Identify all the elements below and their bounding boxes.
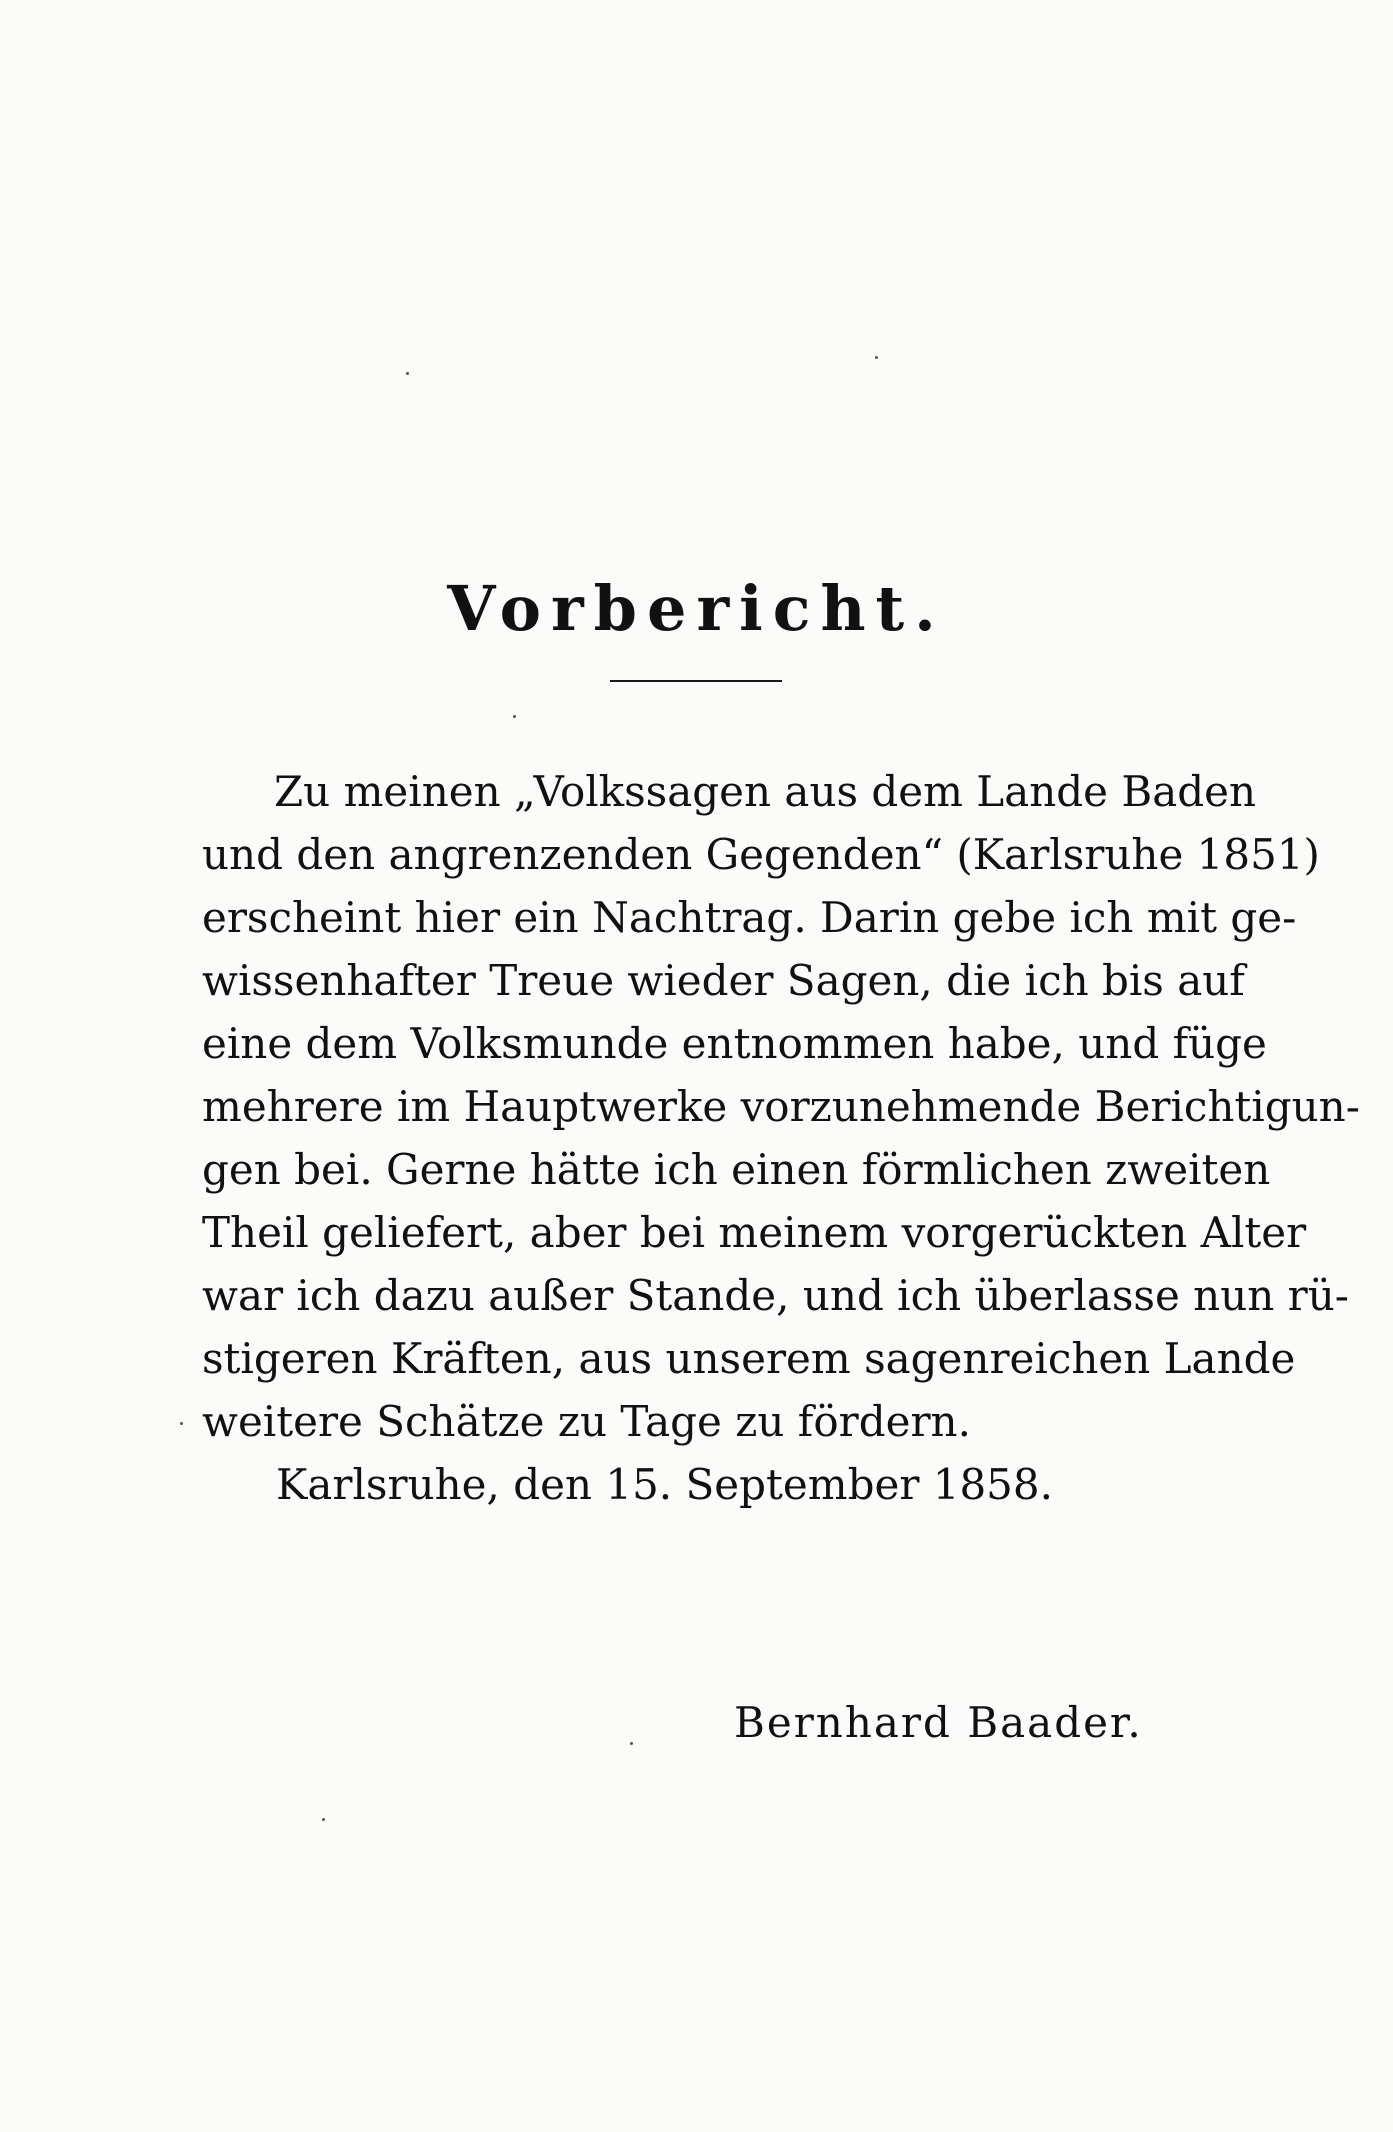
paragraph-line: erscheint hier ein Nachtrag. Darin gebe ich mit ge- bbox=[202, 893, 1297, 942]
title-divider bbox=[610, 680, 782, 682]
paragraph-line: mehrere im Hauptwerke vorzunehmende Berichtigun- bbox=[202, 1082, 1360, 1131]
paper-speck bbox=[322, 1818, 325, 1821]
author-signature: Bernhard Baader. bbox=[734, 1698, 1143, 1747]
paragraph-line: war ich dazu außer Stande, und ich überlasse nun rü- bbox=[202, 1271, 1350, 1320]
paper-speck bbox=[630, 1742, 633, 1745]
paper-speck bbox=[513, 715, 516, 718]
paper-speck bbox=[180, 1422, 183, 1425]
place-date-line: Karlsruhe, den 15. September 1858. bbox=[276, 1460, 1053, 1509]
page-title: Vorbericht. bbox=[447, 571, 946, 645]
preface-paragraph bbox=[202, 760, 1360, 1453]
paragraph-line: stigeren Kräften, aus unserem sagenreichen Lande bbox=[202, 1334, 1296, 1383]
paragraph-line: Theil geliefert, aber bei meinem vorgerückten Alter bbox=[202, 1208, 1307, 1257]
paragraph-line: Zu meinen „Volkssagen aus dem Lande Baden bbox=[274, 767, 1257, 816]
paragraph-line: eine dem Volksmunde entnommen habe, und füge bbox=[202, 1019, 1267, 1068]
paper-speck bbox=[875, 356, 878, 359]
paragraph-line: gen bei. Gerne hätte ich einen förmlichen zweiten bbox=[202, 1145, 1271, 1194]
paragraph-line: weitere Schätze zu Tage zu fördern. bbox=[202, 1397, 971, 1446]
paper-speck bbox=[406, 372, 409, 375]
paragraph-line: und den angrenzenden Gegenden“ (Karlsruhe 1851) bbox=[202, 830, 1320, 879]
paragraph-line: wissenhafter Treue wieder Sagen, die ich bis auf bbox=[202, 956, 1245, 1005]
